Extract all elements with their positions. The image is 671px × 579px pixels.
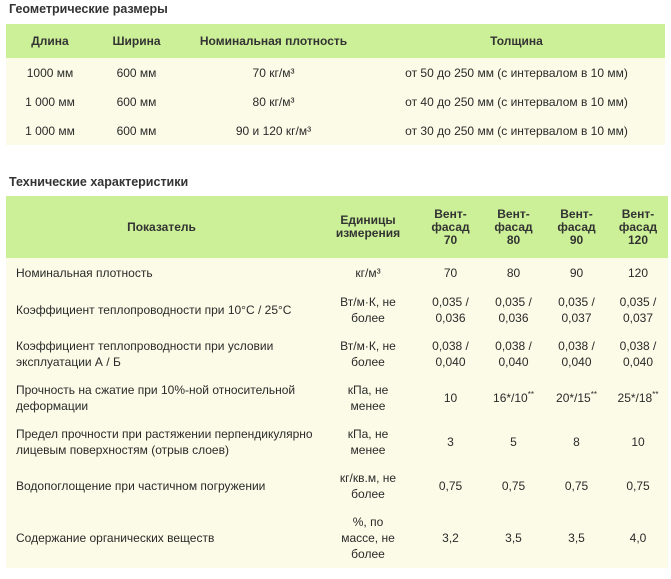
value-text: 16*/10 [493,391,528,405]
param-name [6,376,317,420]
param-value [482,332,545,376]
param-value [482,420,545,464]
param-unit-line: кг/м³ [355,266,381,280]
param-value-line [482,310,545,326]
param-value [608,508,668,568]
param-unit-line: %, по [352,515,384,529]
param-value-line [419,434,482,450]
param-value [545,508,608,568]
param-value-line [419,265,482,281]
value-text: 0,035 / [432,295,469,309]
geometry-table [6,24,665,145]
param-value [545,288,608,332]
param-value-line [482,390,545,406]
param-unit-line: менее [350,399,386,413]
cell-thickness: от 40 до 250 мм (с интервалом в 10 мм) [368,87,665,116]
col-label-l2: фасад [557,219,596,234]
value-text: 3,5 [568,531,585,545]
param-value-line [419,338,482,354]
param-value [419,258,482,288]
value-text: 0,035 / [558,295,595,309]
value-text: 70 [443,266,458,280]
col-label-l1: Вент- [434,206,467,221]
param-unit [317,464,419,508]
param-value [419,288,482,332]
param-unit [317,288,419,332]
param-unit [317,258,419,288]
col-label-l1: Вент- [497,206,530,221]
col-label-l2: фасад [431,219,470,234]
footnote-mark: ** [652,390,659,399]
value-text: 3 [447,435,454,449]
table-row [6,58,665,87]
param-value-line [419,530,482,546]
param-name [6,420,317,464]
param-name-line: Прочность на сжатие при 10%-ной относительной [16,383,296,397]
value-text: 0,040 [435,355,466,369]
table-row [6,376,668,420]
value-text: 0,038 / [432,339,469,353]
value-text: 3,2 [442,531,459,545]
param-value [608,288,668,332]
param-value-line [545,338,608,354]
param-value-line [482,265,545,281]
param-unit-line: более [351,311,385,325]
table-row [6,464,668,508]
param-value [482,376,545,420]
table-row [6,420,668,464]
param-name [6,464,317,508]
tech-header-col-80 [482,196,545,258]
value-text: 0,75 [626,479,650,493]
param-value [482,464,545,508]
value-text: 10 [631,435,645,449]
param-value-line [608,294,668,310]
col-label-l3: 70 [443,232,458,247]
param-value-line [545,478,608,494]
param-value-line [482,294,545,310]
param-value-line [545,310,608,326]
value-text: 0,75 [501,479,526,493]
param-value-line [545,434,608,450]
col-label-l3: 120 [627,232,649,247]
value-text: 0,037 [622,311,654,325]
param-value [608,464,668,508]
value-text: 0,036 [498,311,529,325]
param-value [482,288,545,332]
param-value-line [608,530,668,546]
param-value-line [482,354,545,370]
param-unit [317,420,419,464]
value-text: 0,75 [564,479,589,493]
tech-header-param: Показатель [6,196,317,258]
cell-thickness: от 50 до 250 мм (с интервалом в 10 мм) [368,58,665,87]
cell-width: 600 мм [94,116,179,145]
param-name-line: Предел прочности при растяжении перпендикулярно [16,427,313,441]
param-unit-line: кг/кв.м, не [339,471,397,485]
tech-header-units [317,196,419,258]
value-text: 10 [443,391,458,405]
value-text: 0,038 / [558,339,595,353]
param-value-line [545,530,608,546]
tech-table [6,196,668,568]
param-value-line [482,338,545,354]
param-value [545,464,608,508]
value-text: 0,035 / [495,295,532,309]
param-value-line [545,390,608,406]
param-name [6,288,317,332]
units-line-2: измерения [335,226,401,240]
param-unit-line: кПа, не [347,383,389,397]
value-text: 0,037 [561,311,592,325]
value-text: 0,035 / [619,295,657,309]
param-name-line: Содержание органических веществ [16,531,215,545]
value-text: 0,036 [435,311,466,325]
table-row [6,288,668,332]
value-text: 25*/18 [617,391,653,405]
param-value-line [482,530,545,546]
value-text: 90 [569,266,584,280]
param-name-line: Номинальная плотность [16,266,153,280]
col-label-l1: Вент- [560,206,593,221]
param-value [545,258,608,288]
value-text: 0,040 [498,355,529,369]
cell-density: 70 кг/м³ [179,58,368,87]
param-value [545,332,608,376]
param-unit-line: менее [350,443,386,457]
value-text: 0,040 [561,355,592,369]
footnote-mark: ** [590,390,597,399]
param-unit-line: более [351,547,385,561]
param-unit-line: Вт/м·К, не [340,295,396,309]
param-name [6,332,317,376]
table-row [6,332,668,376]
param-value-line [545,354,608,370]
value-text: 5 [510,435,517,449]
tech-section-title: Технические характеристики [9,175,189,189]
param-value-line [608,310,668,326]
tech-header-row [6,196,668,258]
param-name [6,258,317,288]
param-name-line: Коэффициент теплопроводности при условии [16,339,274,353]
geometry-header-width: Ширина [94,24,179,58]
table-row [6,508,668,568]
cell-density: 90 и 120 кг/м³ [179,116,368,145]
geometry-header-length: Длина [6,24,94,58]
param-value-line [608,434,668,450]
value-text: 3,5 [505,531,522,545]
param-name [6,508,317,568]
param-value [419,376,482,420]
value-text: 0,038 / [619,339,657,353]
cell-length: 1000 мм [6,58,94,87]
param-name-line: деформации [16,399,89,413]
param-unit [317,332,419,376]
param-unit [317,508,419,568]
param-value-line [482,434,545,450]
param-value [608,420,668,464]
value-text: 0,75 [438,479,463,493]
col-label-l2: фасад [618,219,658,234]
value-text: 120 [627,266,649,280]
value-text: 0,038 / [495,339,532,353]
cell-width: 600 мм [94,87,179,116]
param-value-line [608,478,668,494]
table-row [6,258,668,288]
param-name-line: Коэффициент теплопроводности при 10°С / 25°С [16,303,292,317]
cell-thickness: от 30 до 250 мм (с интервалом в 10 мм) [368,116,665,145]
param-value [419,508,482,568]
geometry-header-thickness: Толщина [368,24,665,58]
param-unit-line: более [351,355,385,369]
cell-width: 600 мм [94,58,179,87]
param-value [419,332,482,376]
geometry-header-row [6,24,665,58]
param-value-line [419,390,482,406]
param-value [419,420,482,464]
col-label-l2: фасад [494,219,533,234]
param-value-line [608,338,668,354]
value-text: 4,0 [629,531,647,545]
param-value [419,464,482,508]
param-value [482,508,545,568]
table-row [6,116,665,145]
table-row [6,87,665,116]
param-value-line [419,294,482,310]
cell-density: 80 кг/м³ [179,87,368,116]
param-value-line [482,478,545,494]
units-line-1: Единицы [340,213,396,227]
param-unit-line: массе, не [341,531,395,545]
param-value [482,258,545,288]
param-value-line [545,294,608,310]
param-value [608,376,668,420]
param-name-line: эксплуатации А / Б [16,355,121,369]
param-value [545,376,608,420]
tech-header-col-70 [419,196,482,258]
cell-length: 1 000 мм [6,116,94,145]
col-label-l1: Вент- [621,206,655,221]
param-value-line [419,354,482,370]
param-unit-line: Вт/м·К, не [340,339,396,353]
col-label-l3: 80 [506,232,521,247]
param-unit-line: более [351,487,385,501]
param-name-line: лицевым поверхностям (отрыв слоев) [16,443,229,457]
col-label-l3: 90 [569,232,584,247]
param-value-line [608,390,668,406]
tech-header-col-120 [608,196,668,258]
param-unit [317,376,419,420]
param-value [608,258,668,288]
param-value [608,332,668,376]
geometry-header-density: Номинальная плотность [179,24,368,58]
param-value-line [419,310,482,326]
param-value-line [608,265,668,281]
tech-header-col-90 [545,196,608,258]
param-value-line [545,265,608,281]
cell-length: 1 000 мм [6,87,94,116]
param-unit-line: кПа, не [347,427,389,441]
param-value-line [608,354,668,370]
footnote-mark: ** [527,390,534,399]
param-name-line: Водопоглощение при частичном погружении [16,479,266,493]
value-text: 20*/15 [556,391,591,405]
value-text: 80 [506,266,521,280]
param-value [545,420,608,464]
value-text: 8 [573,435,580,449]
param-value-line [419,478,482,494]
geometry-section-title: Геометрические размеры [9,2,168,16]
value-text: 0,040 [622,355,654,369]
